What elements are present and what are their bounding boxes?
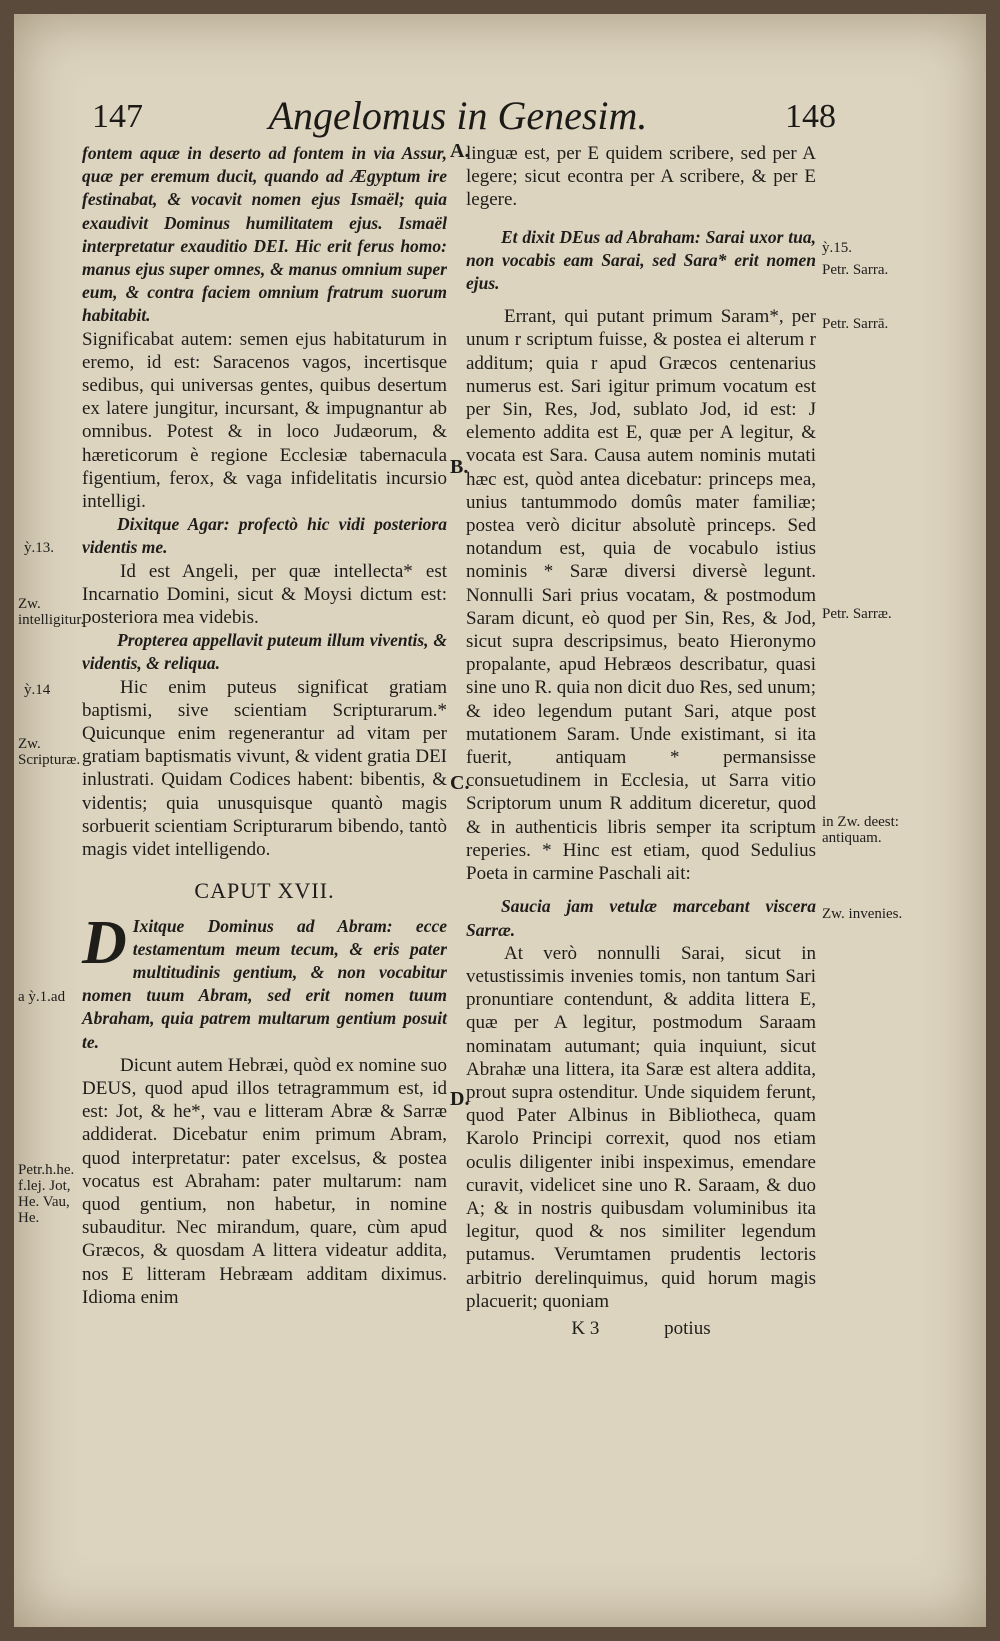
signature-line [466,1317,816,1340]
running-title: Angelomus in Genesim. [268,93,648,138]
margin-note: Petr. Sarræ. [822,606,892,622]
margin-note: Petr.h.he. f.lej. Jot, He. Vau, He. [18,1162,75,1226]
commentary-paragraph: Hic enim puteus significat gratiam baptismi, sive scientiam Scripturarum.* Quicunque enim regenerantur ad vitam per gratiam baptismatis vivunt, & vident gratia DEI inlustrati. Quidam Codices habent: bibentis, & videntis; quia unusquisque quantò magis sorbuerit scientiam Scripturarum bibendo, tantò magis videt intelligendo. [82,676,447,861]
scripture-quote: fontem aquæ in deserto ad fontem in via Assur, quæ per eremum ducit, quando ad Ægyptum ire festinabat, & vocavit nomen ejus Ismaël; quia exaudivit Dominus humilitatem ejus. Ismaël interpretatur exauditio DEI. Hic erit ferus homo: manus ejus super omnes, & manus omnium super eum, & contra faciem omnium fratrum suorum habitabit. [82,143,447,326]
running-header [80,92,836,144]
catchword: potius [664,1317,711,1339]
commentary-paragraph: Significabat autem: semen ejus habitaturum in eremo, id est: Saracenos vagos, incertisque sedibus, qui universas gentes, quibus desertum ex latere jungitur, incursant, & impugnantur ab omnibus. Potest & in loco Judæorum, & hæreticorum è regione Ecclesiæ tabernacula figentium, ferox, & vaga infidelitatis incursio intelligi. [82,328,447,513]
margin-note: a ỳ.1.ad [18,989,66,1005]
right-column [466,142,816,1340]
signature-mark: K 3 [571,1317,600,1339]
commentary-paragraph: Id est Angeli, per quæ intellecta* est Incarnatio Domini, sicut & Moysi dictum est: posteriora mea videbis. [82,560,447,629]
margin-note: Zw. intelligitur. [18,596,85,628]
scripture-quote [82,908,447,1054]
chapter-heading: CAPUT XVII. [194,878,335,904]
margin-note: ỳ.14 [24,682,51,698]
scripture-quote-text: Ixitque Dominus ad Abram: ecce testamentum meum tecum, & eris pater multitudinis gentium, & non vocabitur nomen tuum Abram, sed erit nomen tuum Abraham, quia patrem multarum gentium posuit te. [82,915,447,1052]
poem-quote: Saucia jam vetulæ marcebant viscera Sarræ. [466,896,816,940]
margin-note: Petr. Sarrā. [822,316,889,332]
margin-note: ỳ.13. [24,540,54,556]
scripture-quote: Et dixit DEus ad Abraham: Sarai uxor tua, non vocabis eam Sarai, sed Sara* erit nomen ejus. [466,226,816,294]
page-number-left: 147 [92,98,143,135]
margin-note: Petr. Sarra. [822,262,889,278]
scripture-quote: Dixitque Agar: profectò hic vidi posteriora videntis me. [82,514,447,558]
commentary-paragraph: Dicunt autem Hebræi, quòd ex nomine suo DEUS, quod apud illos tetragrammum est, id est: Jot, & he*, vau e litteram Abræ & Sarræ addiderat. Dicebatur enim primum Abram, quod interpretatur: pater excelsus, & postea vocatus est Abraham: pater multarum: nam quod gentium, non habetur, in nomine subauditur. Nec mirandum, quare, cùm apud Græcos, & quosdam A littera videatur addita, nos E litteram Hebræam additam diximus. Idioma enim [82,1054,447,1308]
commentary-paragraph: Errant, qui putant primum Saram*, per unum r scriptum fuisse, & postea ei alterum r additum; quia r apud Græcos centenarius numerus est. Sari igitur primum vocatum est per Sin, Res, Jod, sublato Jod, id est: J elemento addita est E, quæ per A legitur, & vocata est Sara. Causa autem nominis mutati hæc est, quòd antea dicebatur: princeps mea, unius tantummodo domûs mater familiæ; postea verò dicitur absolutè princeps. Sed notandum est, quia de vocabulo istius nominis * Saræ diversi diversè legunt. Nonnulli Sari prius vocatam, & postmodum Saram dicunt, eò quod per Sin, Res, & Jod, sicut supra descripsimus, beato Hieronymo propalante, apud Hebræos describatur, quasi sine uno R. quia non dicit duo Res, sed unum; & ideo legendum putant Sari, atque post mutationem Saram. Unde existimant, si ita fuerit, antiquam * permansisse consuetudinem in Ecclesia, ut Sarra vitio Scriptorum unum R additum diceretur, quod & in authenticis libris semper ita scriptum reperies. * Hinc est etiam, quod Sedulius Poeta in carmine Paschali ait: [466,306,816,885]
scripture-quote: Propterea appellavit puteum illum viventis, & videntis, & reliqua. [82,630,447,674]
drop-cap: D [82,908,127,977]
margin-note: Zw. invenies. [822,906,903,922]
margin-note: in Zw. deest: antiquam. [822,814,899,846]
margin-note: Zw. Scripturæ. [18,736,81,768]
commentary-paragraph: linguæ est, per E quidem scribere, sed per A legere; sicut econtra per A scribere, & per E legere. [466,143,816,211]
section-letter-d: D. [450,1088,470,1110]
commentary-paragraph: At verò nonnulli Sarai, sicut in vetustissimis invenies tomis, non tantum Sari pronuntiare contendunt, & addita littera E, quæ per A legitur, postmodum Saraam nominatam autumant; quia inquiunt, sicut Abrahæ una littera, ita Saræ est altera addita, prout supra ostenditur. Unde siquidem ferunt, quod Pater Albinus in Bibliotheca, quam Karolo Principi correxit, quod nos etiam oculis diligenter inibi inspeximus, emendare curavit, videlicet sine uno R. Saraam, & duo A; & in nostris quibusdam voluminibus ita legitur, quod & nos similiter legendum putamus. Verumtamen prudentis lectoris arbitrio derelinquimus, quid horum magis placuerit; quoniam [466,942,816,1312]
margin-note: ỳ.15. [822,240,852,256]
page-number-right: 148 [785,98,836,135]
section-letter-a: A. [450,140,470,162]
book-page [14,14,986,1627]
section-letter-b: B. [450,456,469,478]
section-letter-c: C. [450,772,470,794]
left-column [82,142,447,1309]
